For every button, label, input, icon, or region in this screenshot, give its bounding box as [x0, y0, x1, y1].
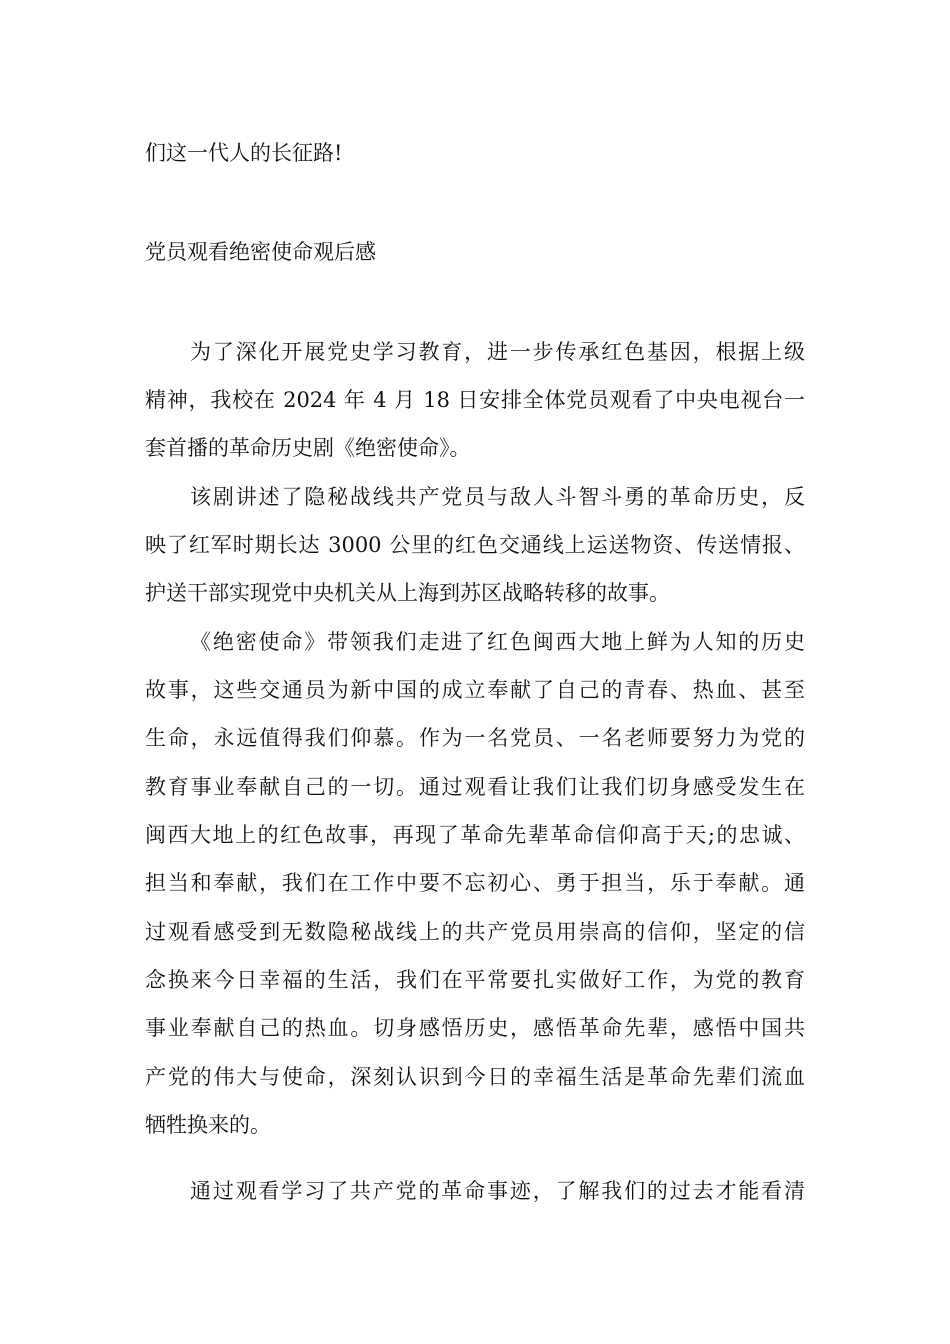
paragraph-3-line-2: 故事，这些交通员为新中国的成立奉献了自己的青春、热血、甚至 [145, 678, 805, 702]
paragraph-2-line-3: 护送干部实现党中央机关从上海到苏区战略转移的故事。 [145, 581, 670, 605]
paragraph-2-line-2: 映了红军时期长达 3000 公里的红色交通线上运送物资、传送情报、 [145, 533, 805, 557]
paragraph-1-line-2: 精神，我校在 2024 年 4 月 18 日安排全体党员观看了中央电视台一 [145, 388, 805, 412]
paragraph-3-line-11: 牺牲换来的。 [145, 1113, 271, 1137]
paragraph-3-line-6: 担当和奉献，我们在工作中要不忘初心、勇于担当，乐于奉献。通 [145, 871, 805, 895]
paragraph-1-line-1: 为了深化开展党史学习教育，进一步传承红色基因，根据上级 [190, 340, 805, 364]
paragraph-3-line-4: 教育事业奉献自己的一切。通过观看让我们让我们切身感受发生在 [145, 775, 805, 799]
paragraph-3-line-1: 《绝密使命》带领我们走进了红色闽西大地上鲜为人知的历史 [190, 630, 805, 654]
paragraph-3-line-5: 闽西大地上的红色故事，再现了革命先辈革命信仰高于天;的忠诚、 [145, 823, 805, 847]
continued-line: 们这一代人的长征路! [145, 141, 343, 165]
paragraph-3-line-9: 事业奉献自己的热血。切身感悟历史，感悟革命先辈，感悟中国共 [145, 1016, 805, 1040]
paragraph-4-line-1: 通过观看学习了共产党的革命事迹，了解我们的过去才能看清 [190, 1179, 805, 1203]
paragraph-3-line-3: 生命，永远值得我们仰慕。作为一名党员、一名老师要努力为党的 [145, 726, 805, 750]
document-heading: 党员观看绝密使命观后感 [145, 240, 376, 264]
paragraph-3-line-7: 过观看感受到无数隐秘战线上的共产党员用崇高的信仰，坚定的信 [145, 920, 805, 944]
paragraph-1-line-3: 套首播的革命历史剧《绝密使命》。 [145, 436, 471, 460]
paragraph-3-line-8: 念换来今日幸福的生活，我们在平常要扎实做好工作，为党的教育 [145, 968, 805, 992]
paragraph-3-line-10: 产党的伟大与使命，深刻认识到今日的幸福生活是革命先辈们流血 [145, 1065, 805, 1089]
paragraph-2-line-1: 该剧讲述了隐秘战线共产党员与敌人斗智斗勇的革命历史，反 [190, 485, 805, 509]
